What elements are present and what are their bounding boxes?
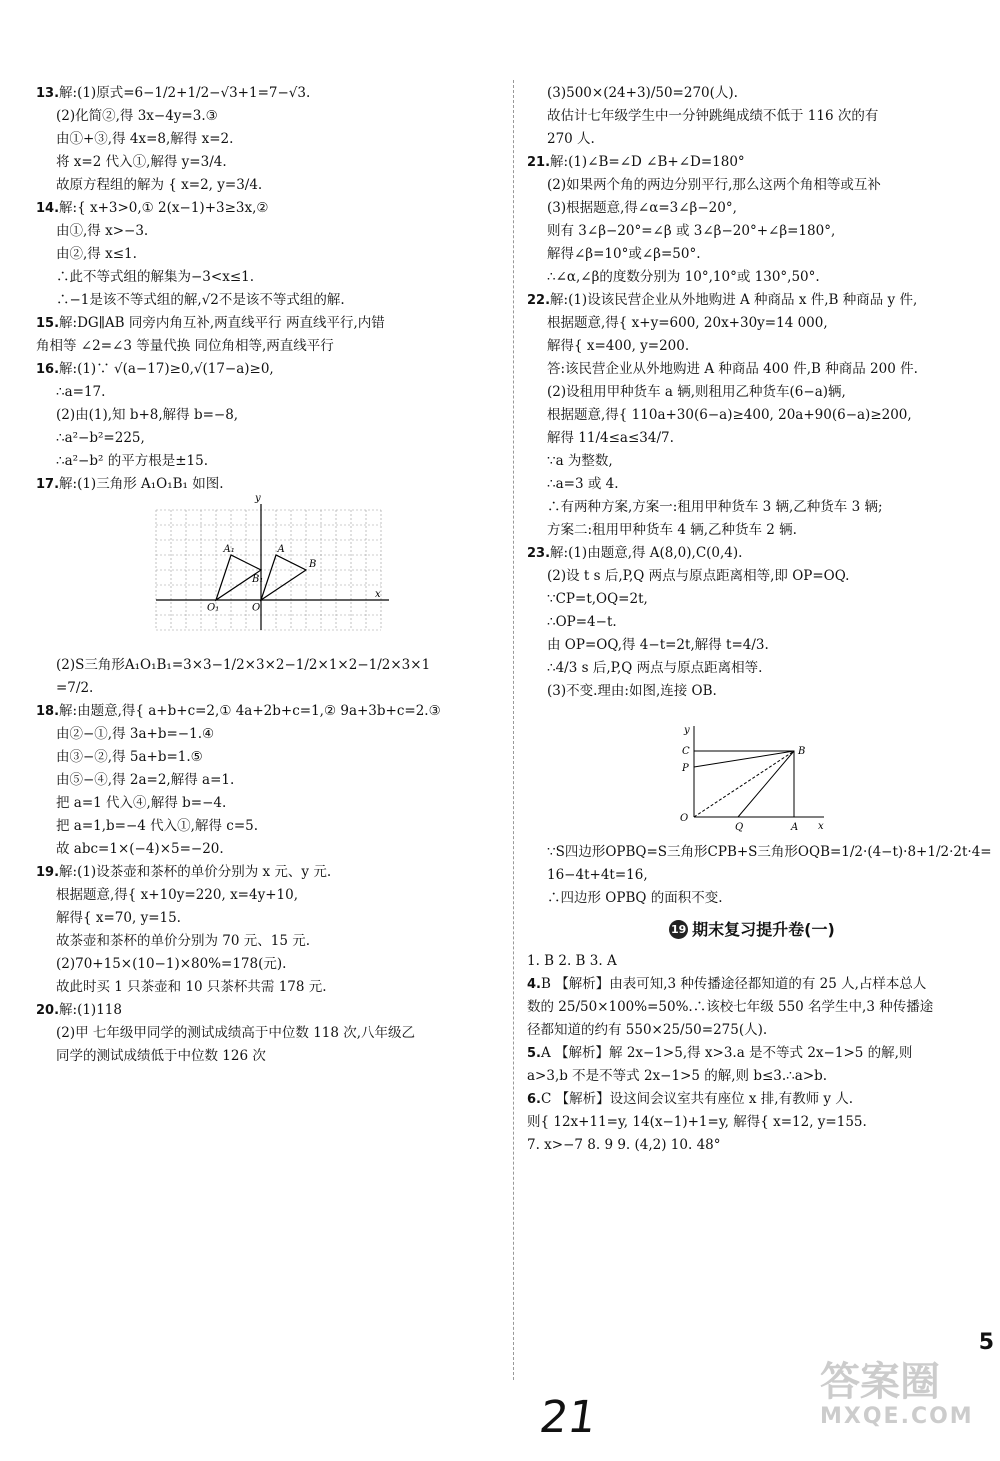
question-number: 19. — [36, 865, 60, 880]
answer-text: (3)不变.理由:如图,连接 OB. — [547, 683, 717, 699]
answer-line — [527, 312, 977, 335]
answer-line — [36, 999, 504, 1022]
answer-text: 则有 3∠β−20°=∠β 或 3∠β−20°+∠β=180°, — [547, 223, 836, 239]
answer-line — [527, 496, 977, 519]
answer-line — [36, 220, 504, 243]
answer-line — [527, 657, 977, 680]
answer-line — [527, 197, 977, 220]
answer-line — [527, 450, 977, 473]
answer-text: 由②,得 x≤1. — [56, 246, 137, 262]
section-title — [527, 910, 977, 950]
answer-line — [527, 864, 977, 887]
answer-line — [36, 1045, 504, 1068]
answer-text: 解得∠β=10°或∠β=50°. — [547, 246, 701, 262]
answer-line — [527, 105, 977, 128]
segment-QB — [738, 751, 794, 817]
answer-line — [527, 266, 977, 289]
answer-text: (3)500×(24+3)/50=270(人). — [547, 85, 738, 101]
answer-text: 解:(1)∠B=∠D ∠B+∠D=180° — [550, 154, 745, 170]
answer-text: 由⑤−④,得 2a=2,解得 a=1. — [56, 772, 235, 788]
answer-line — [527, 588, 977, 611]
answer-line — [36, 335, 504, 358]
answer-line — [36, 450, 504, 473]
answer-text: 故估计七年级学生中一分钟跳绳成绩不低于 116 次的有 — [547, 108, 879, 124]
answer-line — [36, 381, 504, 404]
figure-label: O — [680, 813, 689, 824]
question-number: 16. — [36, 362, 60, 377]
answer-line — [527, 1065, 977, 1088]
answer-line — [527, 427, 977, 450]
answer-text: 数的 25/50×100%=50%.∴该校七年级 550 名学生中,3 种传播途 — [527, 999, 934, 1015]
answer-text: 由 OP=OQ,得 4−t=2t,解得 t=4/3. — [547, 637, 769, 653]
answer-line — [36, 723, 504, 746]
answer-line — [36, 677, 504, 700]
answer-line — [527, 174, 977, 197]
answer-text: ∴a=3 或 4. — [547, 476, 619, 492]
answer-text: 故原方程组的解为 { x=2, y=3/4. — [56, 177, 263, 193]
figure-label: y — [684, 725, 690, 736]
answer-text: =7/2. — [56, 680, 94, 696]
answer-text: A 【解析】解 2x−1>5,得 x>3.a 是不等式 2x−1>5 的解,则 — [540, 1045, 913, 1061]
answer-text: 解:(1)设该民营企业从外地购进 A 种商品 x 件,B 种商品 y 件, — [550, 292, 918, 308]
answer-text: 由③−②,得 5a+b=1.⑤ — [56, 749, 203, 765]
answer-text: 解:(1)原式=6−1/2+1/2−√3+1=7−√3. — [59, 85, 311, 101]
answer-line — [36, 266, 504, 289]
answer-line — [527, 335, 977, 358]
watermark-cn: 答案圈 — [820, 1359, 940, 1405]
figure-label: x — [375, 589, 381, 600]
answer-line — [36, 82, 504, 105]
answer-line — [527, 358, 977, 381]
section-badge: 19 — [669, 920, 688, 939]
figure-label: y — [255, 493, 261, 504]
answer-line — [36, 174, 504, 197]
answer-text: 解得{ x=70, y=15. — [56, 910, 181, 926]
question-number: 14. — [36, 201, 60, 216]
question-number: 17. — [36, 477, 60, 492]
answer-text: 根据题意,得{ 110a+30(6−a)≥400, 20a+90(6−a)≥200, — [547, 407, 912, 423]
answer-text: ∴a²−b² 的平方根是±15. — [56, 453, 208, 469]
answer-text: 解:(1)由题意,得 A(8,0),C(0,4). — [550, 545, 743, 561]
answer-line — [527, 289, 977, 312]
figure-label: B₁ — [252, 574, 264, 585]
answer-text: 解:(1)三角形 A₁O₁B₁ 如图. — [59, 476, 224, 492]
figure-17-grid — [146, 493, 396, 650]
answer-text: 故此时买 1 只茶壶和 10 只茶杯共需 178 元. — [56, 979, 327, 995]
figure-label: O — [252, 602, 261, 614]
answer-line — [36, 473, 504, 496]
figure-label: O₁ — [207, 602, 220, 614]
question-number: 20. — [36, 1003, 60, 1018]
answer-line — [527, 841, 992, 864]
answer-text: 同学的测试成绩低于中位数 126 次 — [56, 1048, 266, 1064]
handwritten-note: 21 — [536, 1392, 600, 1443]
triangle-AOB — [261, 555, 306, 600]
left-column — [36, 82, 504, 1068]
answer-text: C 【解析】设这间会议室共有座位 x 排,有教师 y 人. — [540, 1091, 854, 1107]
segment-PB — [694, 751, 794, 767]
answer-text: 270 人. — [547, 131, 595, 147]
answer-text: B 【解析】由表可知,3 种传播途径都知道的有 25 人,占样本总人 — [540, 976, 927, 992]
answer-line — [36, 953, 504, 976]
figure-label: A₁ — [223, 544, 235, 555]
answer-text: (3)根据题意,得∠α=3∠β−20°, — [547, 200, 737, 216]
answer-text: 解:(1)∵ √(a−17)≥0,√(17−a)≥0, — [59, 361, 274, 377]
answer-text: 角相等 ∠2=∠3 等量代换 同位角相等,两直线平行 — [36, 338, 334, 354]
answer-line — [527, 128, 977, 151]
answer-line — [527, 680, 977, 703]
question-number: 23. — [527, 546, 551, 561]
answer-text: 故 abc=1×(−4)×5=−20. — [56, 841, 224, 857]
answer-line — [527, 1111, 977, 1134]
right-column — [527, 82, 992, 1157]
figure-label: C — [682, 746, 690, 757]
answer-text: ∴4/3 s 后,P,Q 两点与原点距离相等. — [547, 660, 763, 676]
answer-line — [527, 473, 977, 496]
answer-line — [527, 220, 977, 243]
figure-label: A — [277, 544, 285, 555]
answer-line — [36, 700, 504, 723]
answer-text: 把 a=1 代入④,解得 b=−4. — [56, 795, 227, 811]
answer-text: ∵a 为整数, — [547, 453, 613, 469]
answer-line — [36, 907, 504, 930]
answer-text: 将 x=2 代入①,解得 y=3/4. — [56, 154, 227, 170]
figure-label: A — [791, 822, 799, 833]
answer-text: 由①+③,得 4x=8,解得 x=2. — [56, 131, 234, 147]
answer-text: 根据题意,得{ x+y=600, 20x+30y=14 000, — [547, 315, 828, 331]
answer-text: 解:由题意,得{ a+b+c=2,① 4a+2b+c=1,② 9a+3b+c=2.③ — [59, 703, 441, 719]
answer-line — [36, 792, 504, 815]
segment-OB — [694, 751, 794, 817]
answer-line — [36, 427, 504, 450]
answer-line — [36, 289, 504, 312]
answer-text: a>3,b 不是不等式 2x−1>5 的解,则 b≤3.∴a>b. — [527, 1068, 828, 1084]
answer-text: 径都知道的约有 550×25/50=275(人). — [527, 1022, 768, 1038]
answer-line — [36, 151, 504, 174]
page-number: 5 — [978, 1330, 994, 1355]
figure-label: B — [309, 559, 317, 570]
question-number: 15. — [36, 316, 60, 331]
answer-text: (2)化简②,得 3x−4y=3.③ — [56, 108, 218, 124]
answer-text: 解得 11/4≤a≤34/7. — [547, 430, 674, 446]
answer-line — [36, 105, 504, 128]
answer-text: (2)甲 七年级甲同学的测试成绩高于中位数 118 次,八年级乙 — [56, 1025, 416, 1041]
answer-text: (2)S三角形A₁O₁B₁=3×3−1/2×3×2−1/2×1×2−1/2×3×1 — [56, 657, 431, 673]
answer-text: 解:{ x+3>0,① 2(x−1)+3≥3x,② — [59, 200, 269, 216]
answer-line — [527, 82, 977, 105]
answer-line — [527, 887, 977, 910]
figure-23-rect — [672, 707, 842, 837]
answer-text: (2)设 t s 后,P,Q 两点与原点距离相等,即 OP=OQ. — [547, 568, 850, 584]
answer-line — [36, 930, 504, 953]
answer-line — [36, 815, 504, 838]
answer-text: 解:(1)设茶壶和茶杯的单价分别为 x 元、y 元. — [59, 864, 332, 880]
question-number: 13. — [36, 86, 60, 101]
answer-text: ∴∠α,∠β的度数分别为 10°,10°或 130°,50°. — [547, 269, 820, 285]
figure-label: Q — [735, 822, 744, 833]
answer-text: 解:(1)118 — [59, 1002, 122, 1018]
question-number: 4. — [527, 977, 541, 992]
answer-text: (2)设租用甲种货车 a 辆,则租用乙种货车(6−a)辆, — [547, 384, 846, 400]
answer-line — [527, 1019, 977, 1042]
answer-text: ∴−1是该不等式组的解,√2不是该不等式组的解. — [56, 292, 345, 308]
question-number: 22. — [527, 293, 551, 308]
answer-line — [36, 128, 504, 151]
answer-text: 则{ 12x+11=y, 14(x−1)+1=y, 解得{ x=12, y=155. — [527, 1114, 867, 1130]
answer-line — [36, 197, 504, 220]
answer-line — [527, 1134, 977, 1157]
answer-line — [36, 1022, 504, 1045]
answer-text: (2)由(1),知 b+8,解得 b=−8, — [56, 407, 239, 423]
answer-line — [527, 243, 977, 266]
answer-text: 16−4t+4t=16, — [547, 867, 648, 883]
answer-text: ∵S四边形OPBQ=S三角形CPB+S三角形OQB=1/2·(4−t)·8+1/2·2t·4= — [547, 844, 992, 860]
answer-line — [527, 634, 977, 657]
answer-text: (2)70+15×(10−1)×80%=178(元). — [56, 956, 287, 972]
answer-line — [527, 519, 977, 542]
figure-label: x — [818, 821, 824, 832]
question-number: 21. — [527, 155, 551, 170]
answer-text: 由①,得 x>−3. — [56, 223, 149, 239]
answer-line — [36, 404, 504, 427]
answer-line — [527, 151, 977, 174]
answer-text: 7. x>−7 8. 9 9. (4,2) 10. 48° — [527, 1137, 721, 1153]
question-number: 5. — [527, 1046, 541, 1061]
answer-line — [36, 654, 504, 677]
answer-line — [527, 950, 977, 973]
answer-line — [36, 243, 504, 266]
answer-text: ∵CP=t,OQ=2t, — [547, 591, 648, 607]
answer-text: ∴有两种方案,方案一:租用甲种货车 3 辆,乙种货车 3 辆; — [547, 499, 883, 515]
answer-text: ∴OP=4−t. — [547, 614, 617, 630]
question-number: 18. — [36, 704, 60, 719]
answer-line — [36, 358, 504, 381]
answer-line — [527, 1042, 977, 1065]
answer-line — [527, 381, 977, 404]
answer-line — [527, 611, 977, 634]
answer-text: (2)如果两个角的两边分别平行,那么这两个角相等或互补 — [547, 177, 881, 193]
answer-text: 答:该民营企业从外地购进 A 种商品 400 件,B 种商品 200 件. — [547, 361, 918, 377]
answer-line — [527, 565, 977, 588]
answer-line — [527, 404, 977, 427]
answer-line — [36, 884, 504, 907]
column-divider — [513, 80, 514, 1380]
answer-text: ∴a²−b²=225, — [56, 430, 145, 446]
figure-label: B — [798, 746, 806, 757]
answer-text: ∴a=17. — [56, 384, 106, 400]
answer-text: 由②−①,得 3a+b=−1.④ — [56, 726, 215, 742]
answer-line — [527, 1088, 977, 1111]
answer-text: 方案二:租用甲种货车 4 辆,乙种货车 2 辆. — [547, 522, 797, 538]
answer-text: 故茶壶和茶杯的单价分别为 70 元、15 元. — [56, 933, 311, 949]
answer-text: 根据题意,得{ x+10y=220, x=4y+10, — [56, 887, 298, 903]
answer-line — [527, 996, 977, 1019]
figure-label: P — [682, 763, 689, 774]
answer-line — [36, 976, 504, 999]
answer-line — [527, 973, 977, 996]
answer-text: ∴此不等式组的解集为−3<x≤1. — [56, 269, 255, 285]
answer-text: 解得{ x=400, y=200. — [547, 338, 690, 354]
answer-text: 解:DG∥AB 同旁内角互补,两直线平行 两直线平行,内错 — [59, 315, 385, 331]
watermark — [820, 1360, 974, 1429]
answer-text: 1. B 2. B 3. A — [527, 953, 617, 969]
answer-line — [36, 838, 504, 861]
answer-line — [36, 312, 504, 335]
answer-line — [36, 769, 504, 792]
answer-text: 把 a=1,b=−4 代入①,解得 c=5. — [56, 818, 259, 834]
answer-line — [527, 542, 977, 565]
watermark-en: MXQE.COM — [820, 1404, 974, 1429]
answer-line — [36, 861, 504, 884]
question-number: 6. — [527, 1092, 541, 1107]
section-title-text: 期末复习提升卷(一) — [692, 920, 835, 939]
answer-text: ∴四边形 OPBQ 的面积不变. — [547, 890, 723, 906]
answer-line — [36, 746, 504, 769]
